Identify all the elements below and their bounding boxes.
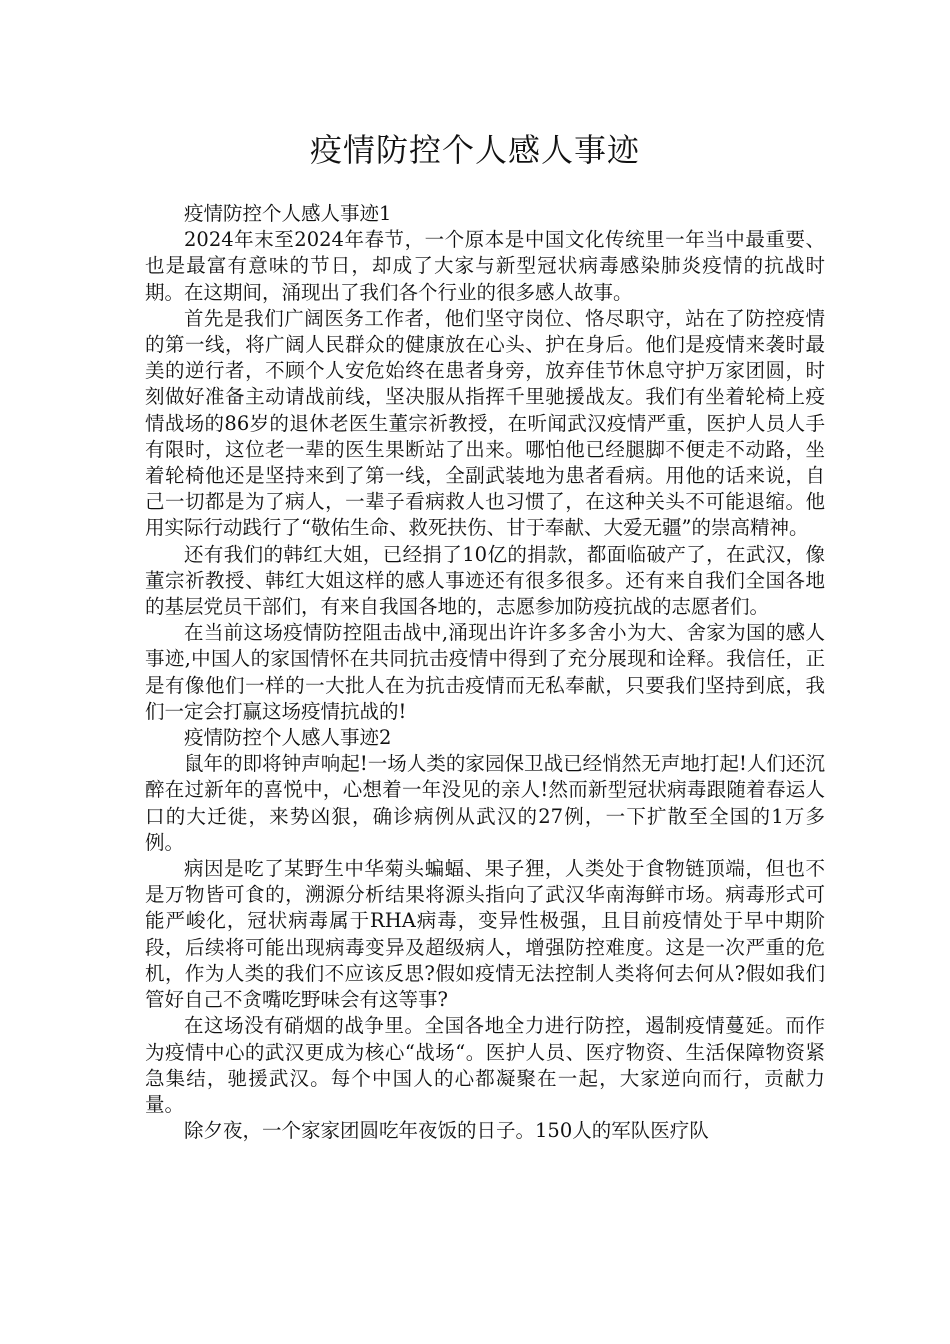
section-heading: 疫情防控个人感人事迹2 (184, 726, 392, 750)
paragraph: 2024年末至2024年春节，一个原本是中国文化传统里一年当中最重要、也是最富有意味的节日，却成了大家与新型冠状病毒感染肺炎疫情的抗战时期。在这期间，涌现出了我们各个行业的很多感人故事。 (145, 228, 825, 304)
document-body (145, 201, 825, 1144)
section-heading: 疫情防控个人感人事迹1 (184, 202, 392, 225)
paragraph: 鼠年的即将钟声响起!一场人类的家园保卫战已经悄然无声地打起!人们还沉醉在过新年的喜悦中，心想着一年没见的亲人!然而新型冠状病毒跟随着春运人口的大迁徙，来势凶狠，确诊病例从武汉的27例，一下扩散至全国的1万多例。 (145, 752, 825, 854)
paragraph: 在当前这场疫情防控阻击战中,涌现出许许多多舍小为大、舍家为国的感人事迹,中国人的家国情怀在共同抗击疫情中得到了充分展现和诠释。我信任，正是有像他们一样的一大批人在为抗击疫情而无私奉献，只要我们坚持到底，我们一定会打赢这场疫情抗战的! (145, 621, 825, 723)
paragraph: 除夕夜，一个家家团圆吃年夜饭的日子。150人的军队医疗队 (184, 1119, 709, 1143)
paragraph: 病因是吃了某野生中华菊头蝙蝠、果子狸，人类处于食物链顶端，但也不是万物皆可食的，溯源分析结果将源头指向了武汉华南海鲜市场。病毒形式可能严峻化，冠状病毒属于RHA病毒，变异性极强，且目前疫情处于早中期阶段，后续将可能出现病毒变异及超级病人，增强防控难度。这是一次严重的危机，作为人类的我们不应该反思?假如疫情无法控制人类将何去何从?假如我们管好自己不贪嘴吃野味会有这等事? (145, 857, 825, 1012)
document-title: 疫情防控个人感人事迹 (309, 131, 640, 169)
paragraph: 还有我们的韩红大姐，已经捐了10亿的捐款，都面临破产了，在武汉，像董宗祈教授、韩红大姐这样的感人事迹还有很多很多。还有来自我们全国各地的基层党员干部们，有来自我国各地的，志愿参加防疫抗战的志愿者们。 (145, 542, 825, 619)
paragraph: 首先是我们广阔医务工作者，他们坚守岗位、恪尽职守，站在了防控疫情的第一线，将广阔人民群众的健康放在心头、护在身后。他们是疫情来袭时最美的逆行者，不顾个人安危始终在患者身旁，放弃佳节休息守护万家团圆，时刻做好准备主动请战前线，坚决服从指挥千里驰援战友。我们有坐着轮椅上疫情战场的86岁的退休老医生董宗祈教授，在听闻武汉疫情严重，医护人员人手有限时，这位老一辈的医生果断站了出来。哪怕他已经腿脚不便走不动路，坐着轮椅他还是坚持来到了第一线，全副武装地为患者看病。用他的话来说，自己一切都是为了病人，一辈子看病救人也习惯了，在这种关头不可能退缩。他用实际行动践行了“敬佑生命、救死扶伤、甘于奉献、大爱无疆”的崇高精神。 (145, 306, 825, 540)
paragraph: 在这场没有硝烟的战争里。全国各地全力进行防控，遏制疫情蔓延。而作为疫情中心的武汉更成为核心“战场“。医护人员、医疗物资、生活保障物资紧急集结，驰援武汉。每个中国人的心都凝聚在一起，大家逆向而行，贡献力量。 (145, 1014, 825, 1116)
